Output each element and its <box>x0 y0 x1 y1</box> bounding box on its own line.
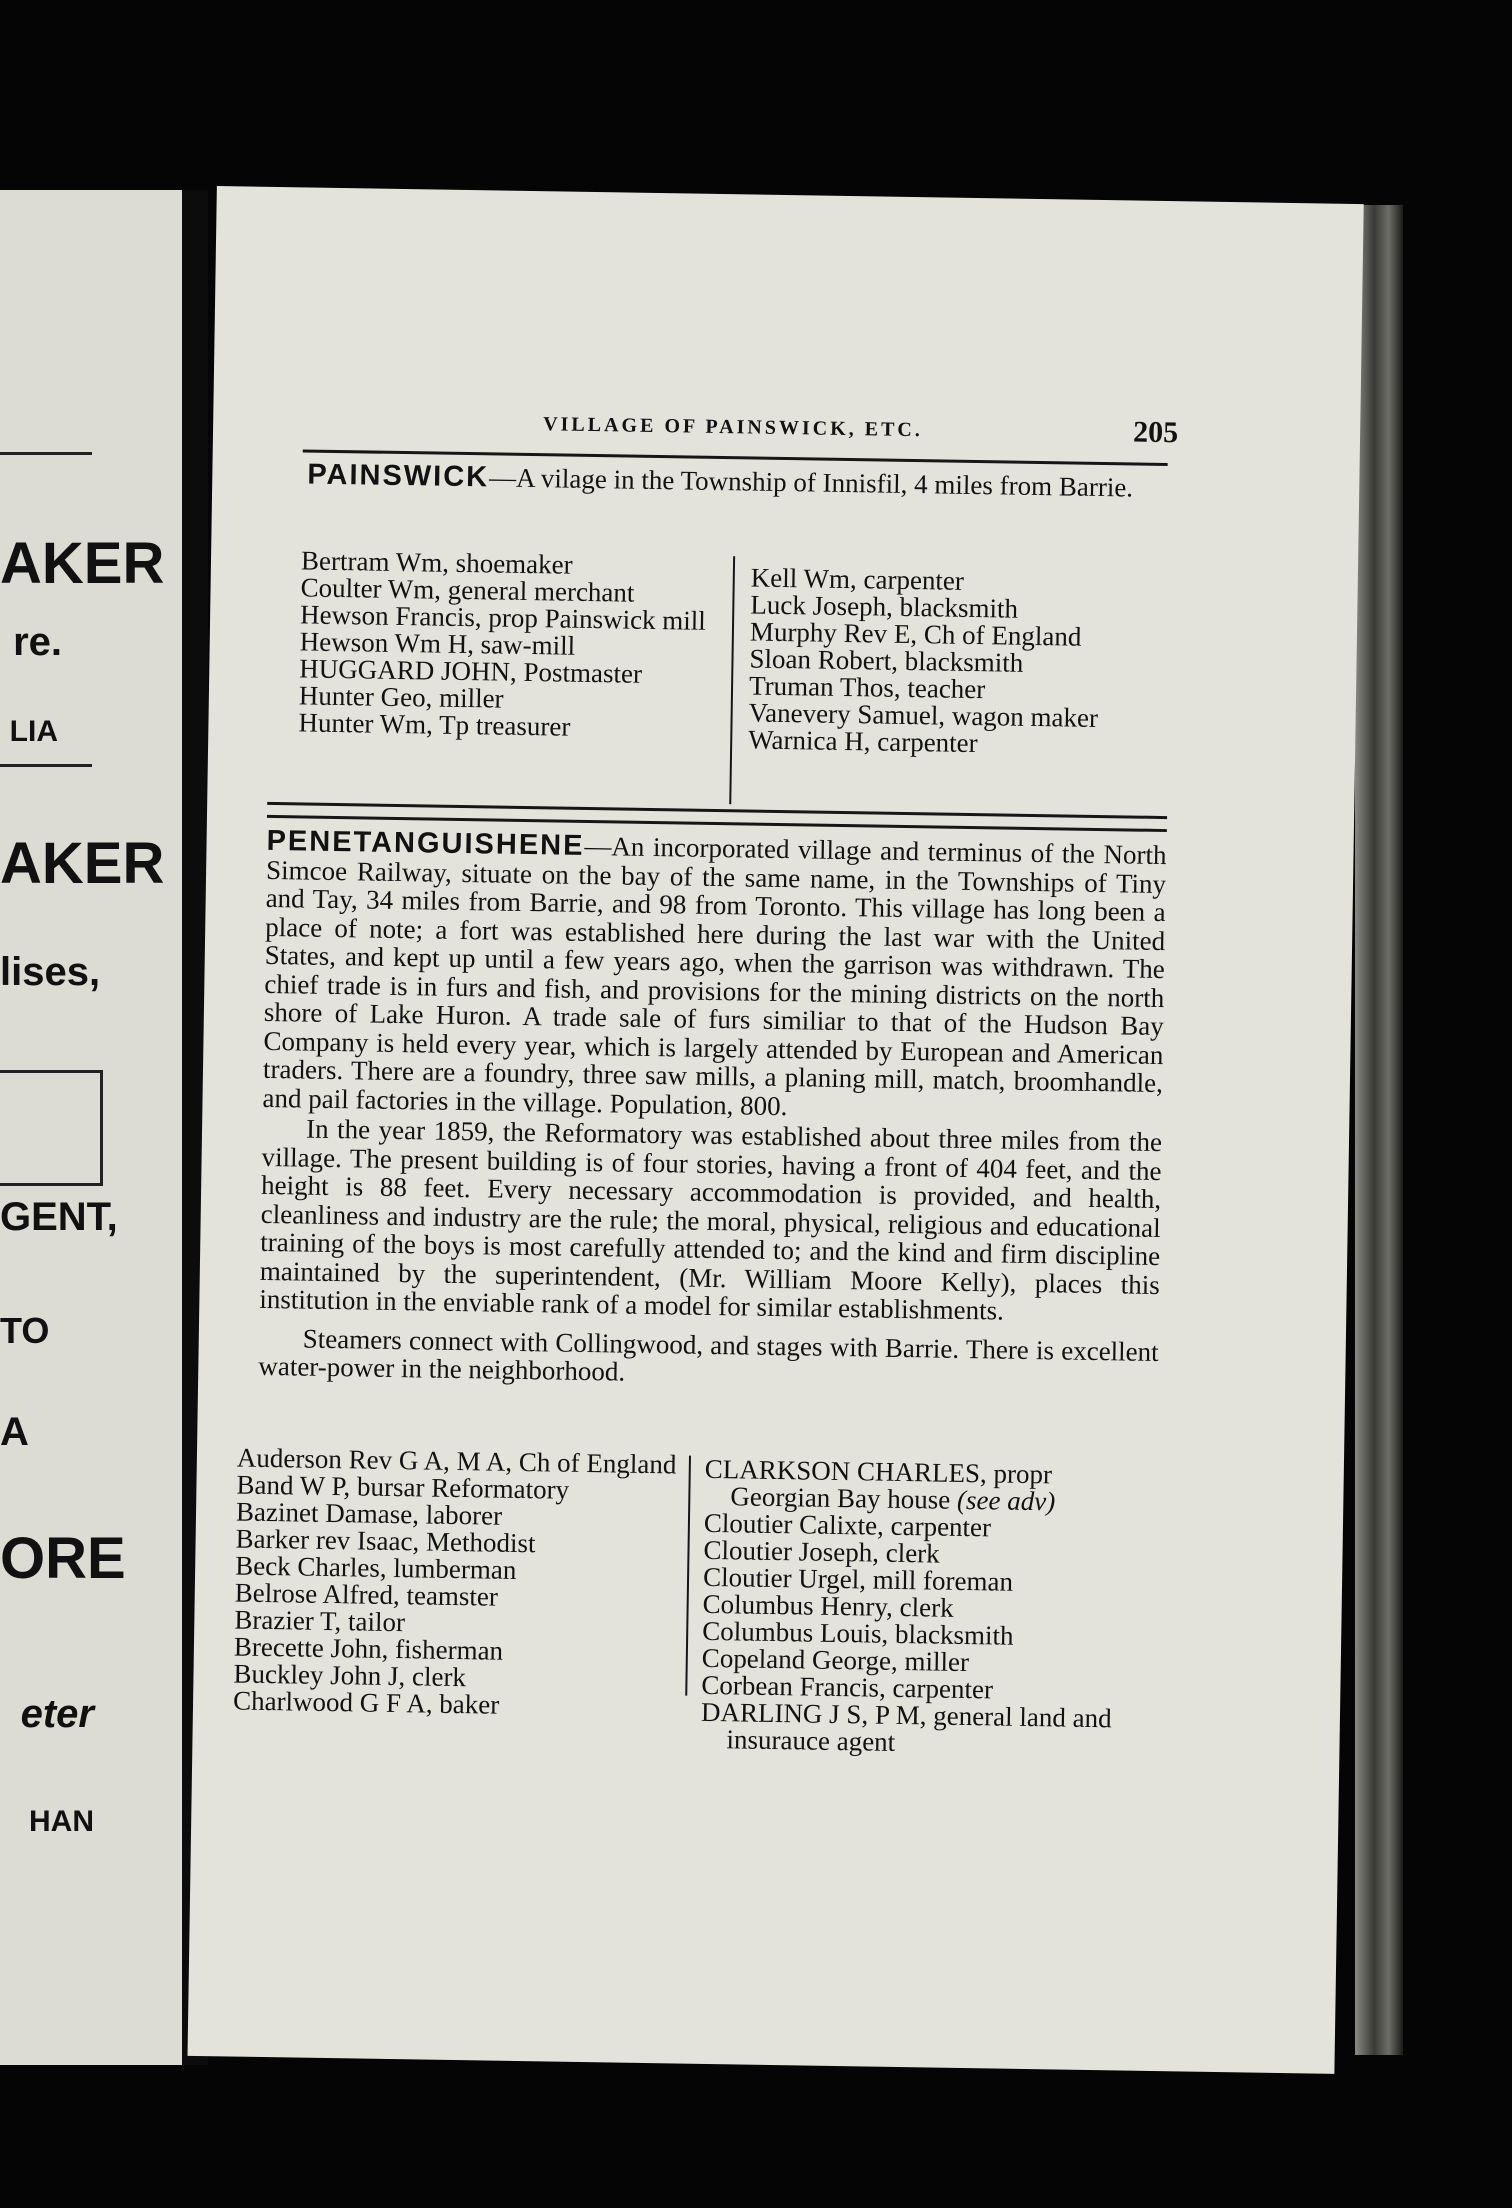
left-page-text: HAN <box>29 1805 94 1838</box>
painswick-right-column <box>748 564 1171 760</box>
list-item: Cloutier Calixte, carpenter <box>703 1507 992 1543</box>
list-item: Columbus Henry, clerk <box>702 1588 954 1623</box>
penetanguishene-left-column <box>232 1442 682 1722</box>
left-page-text: eter <box>20 1692 94 1736</box>
column-divider <box>685 1456 691 1696</box>
place-name: PAINSWICK <box>307 458 490 494</box>
left-page-text: GENT, <box>0 1195 118 1239</box>
page-number: 205 <box>1132 415 1179 450</box>
list-item: Columbus Louis, blacksmith <box>702 1615 1014 1651</box>
left-page-text: A <box>0 1410 29 1454</box>
running-head: VILLAGE OF PAINSWICK, ETC. <box>543 413 924 442</box>
painswick-heading <box>307 460 1167 505</box>
penetanguishene-description <box>258 824 1167 1395</box>
list-item: Hewson Francis, prop Painswick mill <box>299 599 707 636</box>
left-page-box <box>0 1070 103 1186</box>
left-page-text: AKER <box>0 531 165 596</box>
left-page-rule <box>0 764 92 767</box>
place-name: PENETANGUISHENE <box>266 824 585 862</box>
list-item: Bazinet Damase, laborer <box>235 1496 503 1531</box>
left-page-text: lises, <box>0 950 101 994</box>
list-item: Brecette John, fisherman <box>233 1631 504 1666</box>
list-item: Brazier T, tailor <box>234 1604 406 1638</box>
list-item: HUGGARD JOHN, Postmaster <box>299 653 643 689</box>
list-item: Truman Thos, teacher <box>748 670 986 705</box>
advertisement-note: (see adv) <box>956 1484 1056 1517</box>
list-item: Auderson Rev G A, M A, Ch of England <box>236 1442 677 1480</box>
list-item: Beck Charles, lumberman <box>234 1550 517 1585</box>
list-item: Band W P, bursar Reformatory <box>236 1469 570 1505</box>
left-page-rule <box>0 452 92 455</box>
list-item: Hunter Geo, miller <box>298 680 504 714</box>
list-item: Belrose Alfred, teamster <box>234 1577 499 1612</box>
list-item: Cloutier Urgel, mill foreman <box>702 1561 1014 1597</box>
paragraph-text: —An incorporated village and terminus of the North Simcoe Railway, situate on the bay of the same name, in the Townships of Tiny and Tay, 34 miles from Barrie, and 98 from Toronto. This village has long been a place of note; a fort was established here during the last war with the United States, and kept up until a few years ago, when the garrison was withdrawn. The chief trade is in furs and fish, and provisions for the mining districts on the north shore of Lake Huron. A trade sale of furs similiar to that of the Hudson Bay Company is held every year, which is largely attended by European and American traders. There are a foundry, three saw mills, a planing mill, match, broomhandle, and pail factories in the village. Population, 800. <box>262 830 1167 1121</box>
paragraph-text: Steamers connect with Collingwood, and stages with Barrie. There is excellent water-power in the neighborhood. <box>258 1323 1159 1387</box>
paragraph-text: In the year 1859, the Reformatory was established about three miles from the village. The present building is of four stories, having a front of 404 feet, and the height is 88 feet. Every necessary accommodation is provided, and health, cleanliness and industry are the rule; the moral, physical, religious and educational training of the boys is most carefully attended to; and the kind and firm discipline maintained by the superintendent, (Mr. William Moore Kelly), places this institution in the enviable rank of a model for similar establishments. <box>259 1113 1163 1326</box>
list-item-text: CLARKSON CHARLES, propr Georgian Bay house <box>704 1453 1053 1515</box>
list-item: Murphy Rev E, Ch of England <box>749 616 1082 652</box>
list-item: Charlwood G F A, baker <box>232 1685 500 1720</box>
left-page-fragment <box>0 190 182 2065</box>
list-item: Sloan Robert, blacksmith <box>749 643 1024 678</box>
penetanguishene-right-column <box>700 1453 1145 1760</box>
left-page-text: LIA <box>9 715 58 748</box>
list-item: Cloutier Joseph, clerk <box>703 1534 940 1569</box>
list-item: Barker rev Isaac, Methodist <box>235 1523 536 1559</box>
list-item: Corbean Francis, carpenter <box>701 1669 994 1705</box>
list-item <box>704 1453 1145 1517</box>
list-item: Kell Wm, carpenter <box>750 562 965 596</box>
left-page-text: ORE <box>0 1526 126 1591</box>
directory-page <box>188 186 1364 2074</box>
left-page-text: TO <box>0 1310 50 1351</box>
painswick-left-column <box>298 547 731 743</box>
list-item: DARLING J S, P M, general land and insurauce agent <box>700 1696 1112 1757</box>
left-page-text: re. <box>13 620 62 664</box>
list-item: Hewson Wm H, saw-mill <box>299 626 576 661</box>
list-item: Hunter Wm, Tp treasurer <box>298 707 571 742</box>
place-description: —A vilage in the Township of Innisfil, 4 miles from Barrie. <box>488 462 1134 503</box>
list-item: Luck Joseph, blacksmith <box>750 589 1019 624</box>
list-item: Coulter Wm, general merchant <box>300 572 635 608</box>
left-page-text: AKER <box>0 831 165 896</box>
list-item: Warnica H, carpenter <box>748 724 978 759</box>
list-item: Copeland George, miller <box>701 1642 970 1678</box>
list-item: Vanevery Samuel, wagon maker <box>748 697 1099 733</box>
page-edge-stack <box>1355 205 1403 2055</box>
list-item: Bertram Wm, shoemaker <box>300 545 573 580</box>
list-item: Buckley John J, clerk <box>233 1658 467 1693</box>
